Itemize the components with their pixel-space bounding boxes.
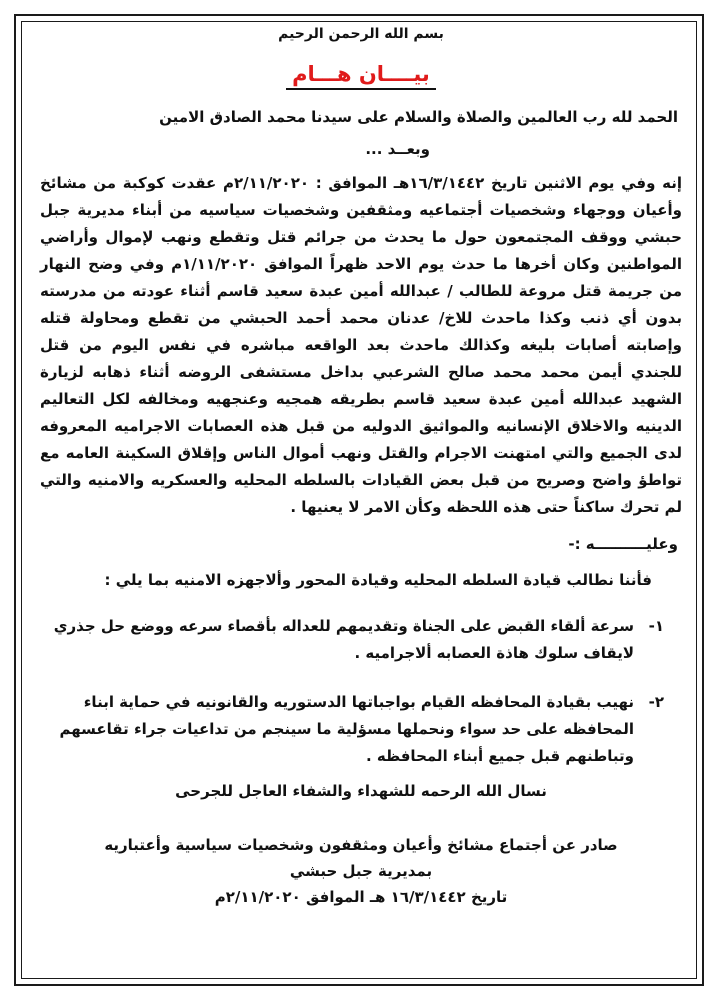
demand-text: نهيب بقيادة المحافظه القيام بواجباتها الدستوريه والقانونيه في حماية ابناء المحافظه على حد سواء ونحملها مسؤلية ما سينجم من تداعيات جراء تقاعسهم وتباطنهم قبل جميع أبناء المحافظه . [59,693,634,765]
title-container [40,62,682,90]
demands-list [40,613,664,770]
signature-date: تاريخ ١٦/٣/١٤٤٢ هـ الموافق ٢/١١/٢٠٢٠م [214,888,508,906]
demand-text: سرعة ألقاء القبض على الجناة وتقديمهم للعداله بأقصاء سرعه ووضع حل جذري لايقاف سلوك هاذة العصابه ألاجراميه . [53,617,634,662]
signature-district: بمديرية جبل حبشي [289,862,433,880]
demands-intro: فأننا نطالب قيادة السلطه المحليه وقيادة المحور وألاجهزه الامنيه بما يلي : [104,571,652,589]
demand-number: ١- [648,617,664,635]
statement-body: إنه وفي يوم الاثنين تاريخ ١٦/٣/١٤٤٢هـ الموافق : ٢/١١/٢٠٢٠م عقدت كوكبة من مشائخ وأعيان ووجهاء وشخصيات أجتماعيه ومثقفين وشخصيات سياسيه من أبناء مديرية جبل حبشي ووقف المجتمعون حول ما يحدث من جرائم قتل وتقطع ونهب لإموال وأراضي المواطنين وكان أخرها ما حدث يوم الاحد ظهراً الموافق ١/١١/٢٠٢٠م وفي وضح النهار من جريمة قتل مروعة للطالب / عبدالله أمين عبدة سعيد قاسم أثناء عودته من مدرسته بدون أي ذنب وكذا ماحدث للاخ/ عدنان محمد أحمد الحبشي من تقطع ومحاولة قتله وإصابته أصابات بليغه وكذالك ماحدث بعد الواقعه مباشره في نفس اليوم من قتل للجندي أيمن محمد محمد صالح الشرعبي بداخل مستشفى الروضه أثناء ذهابه لزيارة الشهيد عبدالله أمين عبدة سعيد قاسم بطريقه همجيه وعنجهيه ومخالفه لكل التعاليم الدينيه والاخلاق الإنسانيه والمواثيق الدوليه من قبل هذه العصابات الاجراميه المعروفه لدى الجميع والتي امتهنت الاجرام والقتل ونهب أموال الناس وإقلاق السكينة العامه مع تواطؤ واضح وصريح من قبل بعض القيادات بالسلطه المحليه والعسكريه والامنيه والتي لم تحرك ساكناً حتى هذه اللحظه وكأن الامر لا يعنيها . [40,174,682,516]
basmala: بسم الله الرحمن الرحيم [278,26,444,42]
therefore-phrase: وعليــــــــــه :- [568,535,678,553]
demand-number: ٢- [648,693,664,711]
transition-phrase: وبعــد ... [365,140,430,158]
signature-issuer: صادر عن أجتماع مشائخ وأعيان ومثقفون وشخصيات سياسية وأعتباريه [104,836,618,854]
demand-item [40,689,664,770]
signature-block [40,832,682,910]
statement-document [40,26,682,910]
statement-title: بيــــان هـــام [286,62,436,90]
demand-item [40,613,664,667]
prayer-line: نسال الله الرحمه للشهداء والشفاء العاجل للجرحى [175,782,547,800]
praise-line: الحمد لله رب العالمين والصلاة والسلام على سيدنا محمد الصادق الامين [159,108,678,126]
